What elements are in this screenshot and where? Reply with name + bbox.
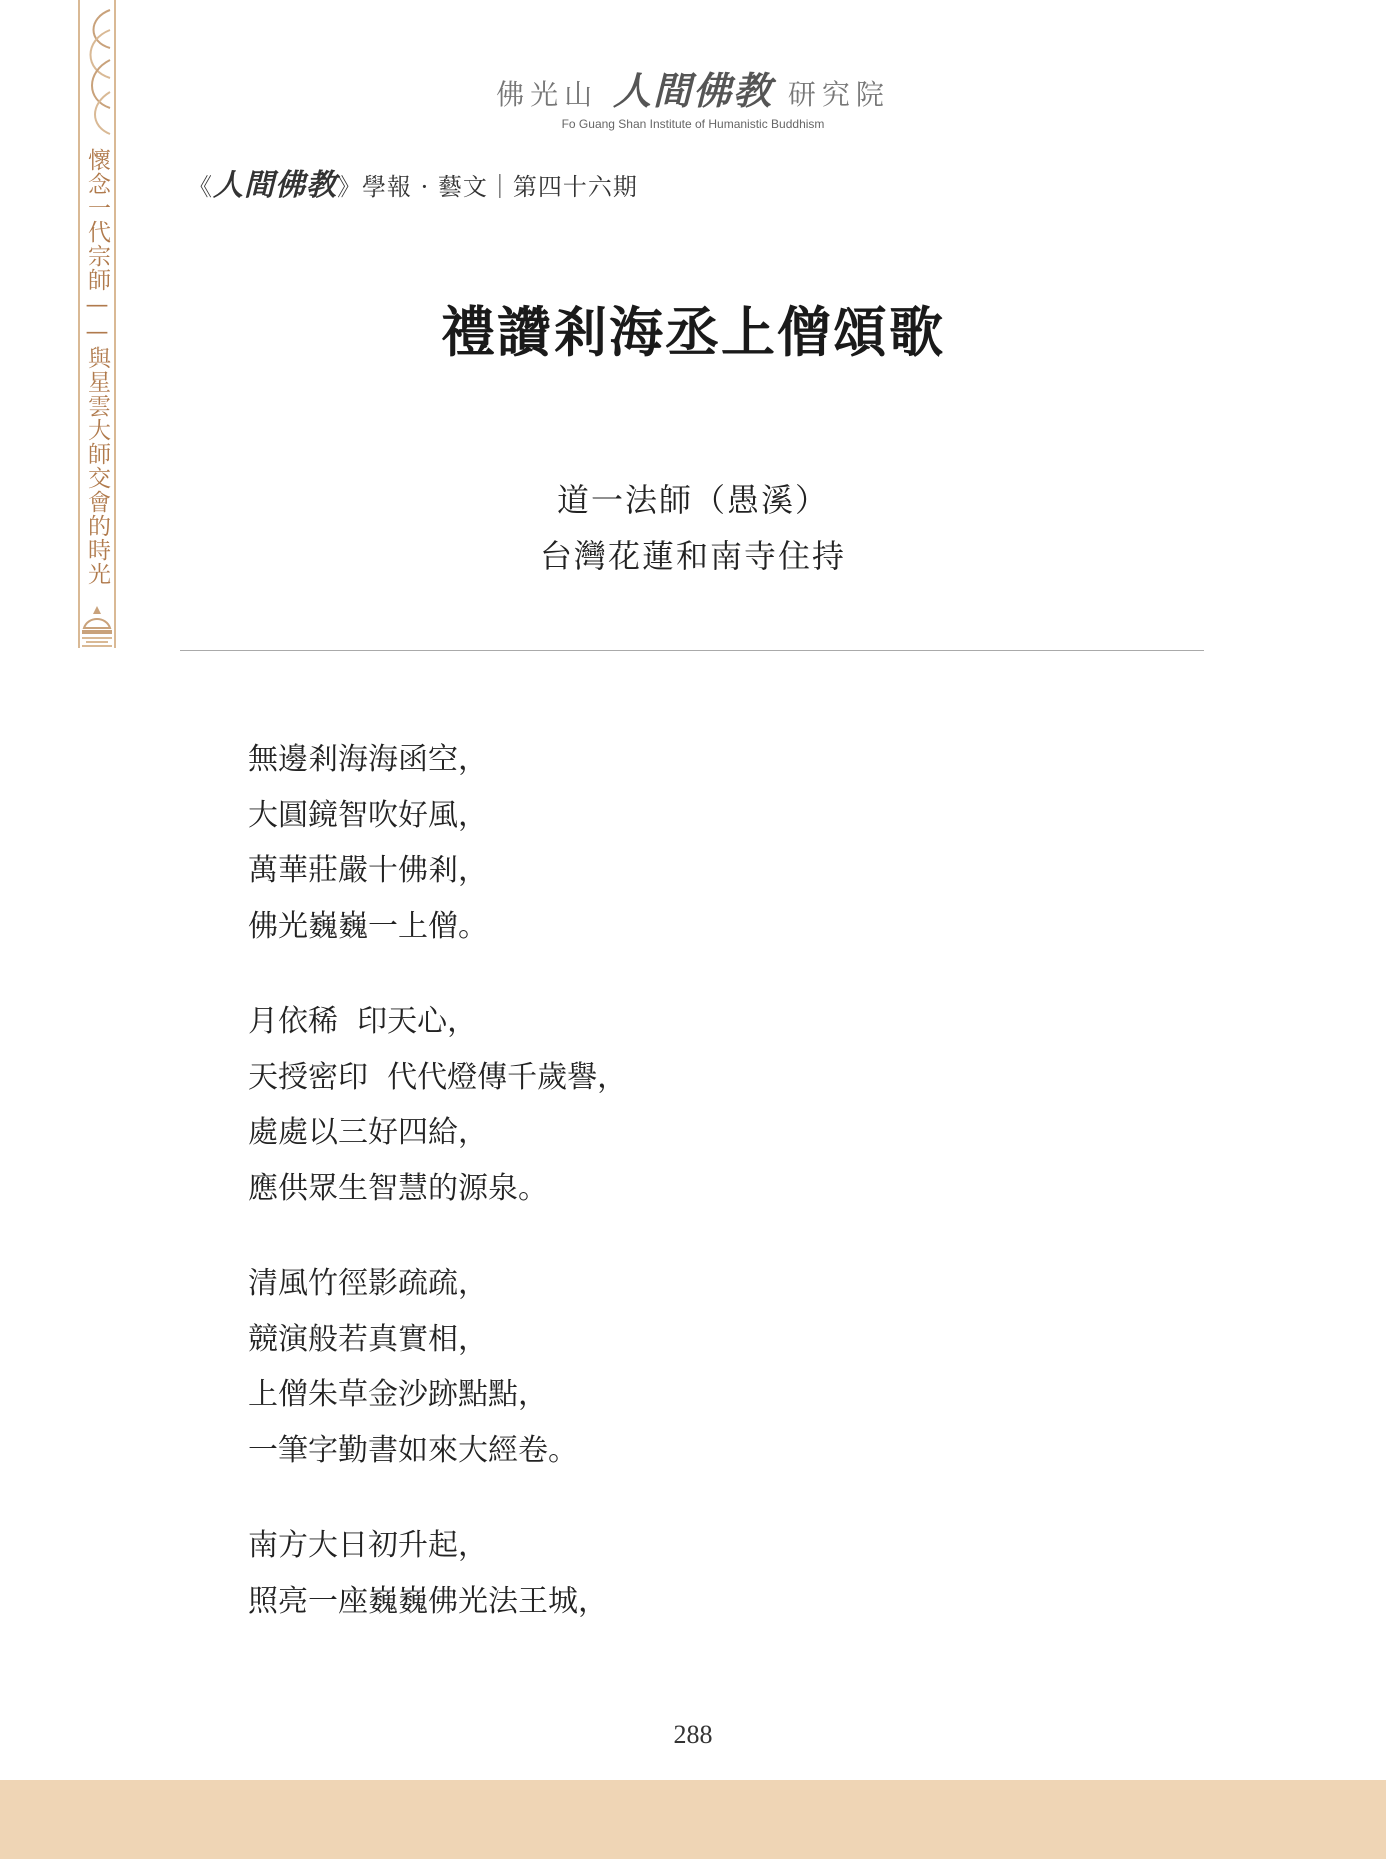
poem-line: 天授密印 代代燈傳千歲譽， — [248, 1059, 628, 1095]
divider — [180, 650, 1204, 651]
poem-line: 上僧朱草金沙跡點點， — [248, 1377, 548, 1412]
poem-stanza — [248, 994, 1148, 1216]
poem-stanza — [248, 1256, 1148, 1478]
poem-line: 一筆字勤書如來大經卷。 — [248, 1432, 578, 1468]
author-name: 道一法師（愚溪） — [556, 481, 829, 519]
journal-brand: 人間佛教 — [213, 168, 337, 203]
poem-stanza — [248, 1518, 1148, 1629]
poem-body — [248, 732, 1148, 1669]
running-title-vertical: 懷念一代宗師——與星雲大師交會的時光 — [84, 148, 110, 586]
institute-name-english: Fo Guang Shan Institute of Humanistic Buddhism — [561, 117, 825, 131]
poem-line: 大圓鏡智吹好風， — [248, 797, 488, 833]
institute-header — [0, 60, 1386, 131]
institute-name-pre: 佛光山 — [496, 78, 599, 111]
poem-line: 佛光巍巍一上僧。 — [248, 908, 488, 944]
poem-line: 月依稀 印天心， — [248, 1004, 478, 1039]
poem-line: 無邊剎海海函空， — [248, 742, 488, 777]
poem-line: 照亮一座巍巍佛光法王城， — [248, 1583, 608, 1619]
journal-header — [188, 160, 638, 204]
journal-bracket-open: 《 — [188, 173, 213, 201]
poem-line: 處處以三好四給， — [248, 1115, 488, 1150]
poem-line: 競演般若真實相， — [248, 1321, 488, 1357]
poem-line: 萬華莊嚴十佛剎， — [248, 853, 488, 888]
page-number: 288 — [673, 1720, 713, 1749]
lotus-ornament-icon — [80, 602, 114, 648]
poem-line: 應供眾生智慧的源泉。 — [248, 1170, 548, 1206]
author-block — [0, 472, 1386, 584]
journal-issue: 》學報 · 藝文｜第四十六期 — [337, 173, 638, 201]
institute-name-post: 研究院 — [787, 78, 890, 111]
poem-line: 南方大日初升起， — [248, 1528, 488, 1563]
article-title: 禮讚剎海丞上僧頌歌 — [441, 300, 945, 364]
poem-line: 清風竹徑影疏疏， — [248, 1266, 488, 1301]
institute-name — [0, 60, 1386, 115]
poem-stanza — [248, 732, 1148, 954]
author-affiliation: 台灣花蓮和南寺住持 — [539, 537, 846, 575]
footer-band — [0, 1780, 1386, 1859]
institute-brand-logo: 人間佛教 — [612, 68, 773, 113]
